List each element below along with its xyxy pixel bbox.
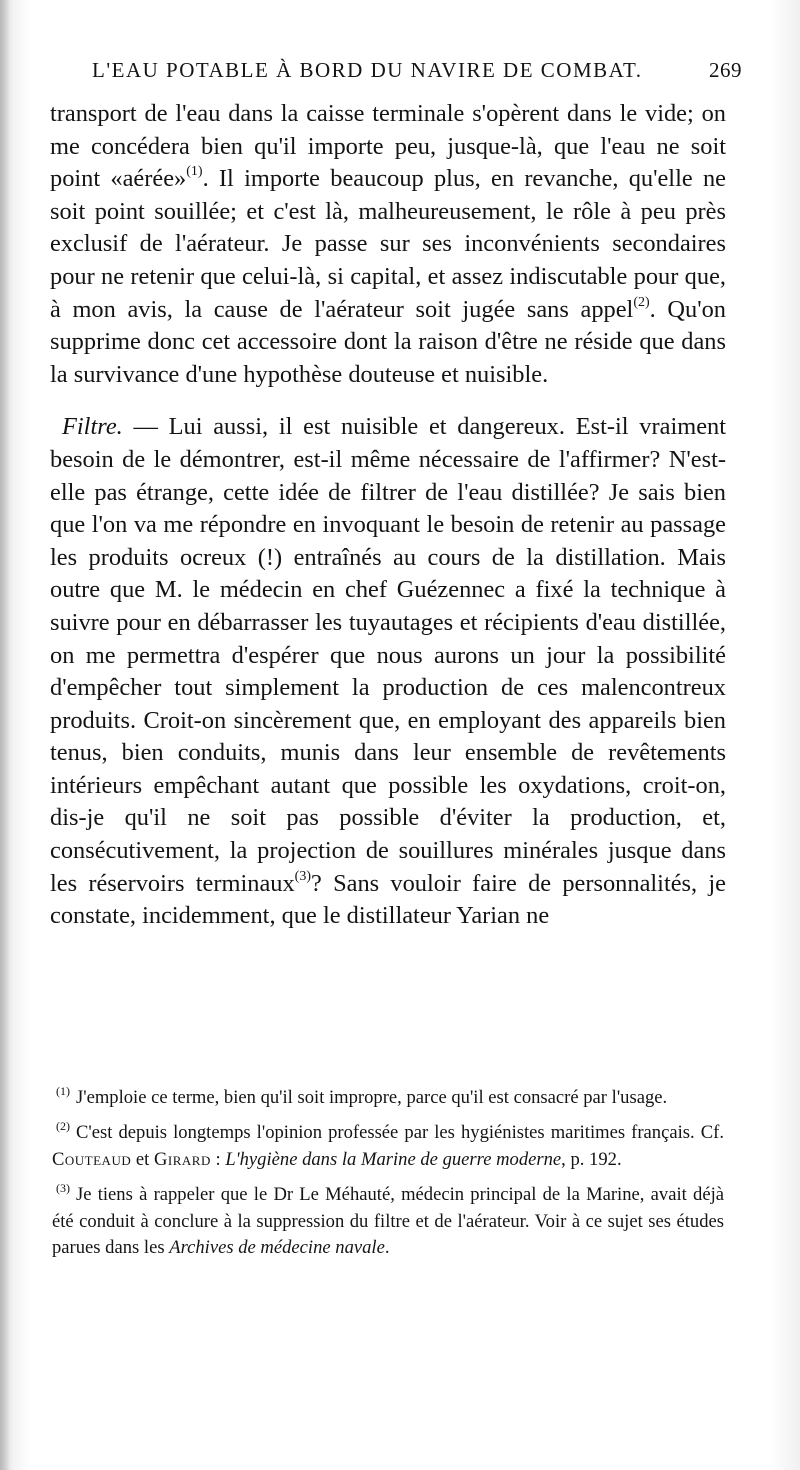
footnote-number: (2) xyxy=(56,1119,70,1134)
running-head xyxy=(92,58,742,88)
paragraph-text: ? Sans vouloir faire de personnalités, je constate, incidemment, que le distillateur Yarian ne xyxy=(50,869,726,930)
footnotes xyxy=(52,1078,724,1263)
paragraph-aerateur xyxy=(50,98,726,391)
footnote-number: (3) xyxy=(56,1181,70,1196)
author-name: Couteaud xyxy=(52,1148,132,1170)
separator: : xyxy=(210,1148,226,1170)
footnote-1 xyxy=(52,1078,724,1111)
paragraph-text: . Il importe beaucoup plus, en revanche, qu'elle ne soit point souillée; et c'est là, malheureusement, le rôle à peu près exclusif de l'aérateur. Je passe sur ses inconvénients secondaires pour ne retenir que celui-là, si capital, et assez indiscutable pour que, à mon avis, la cause de l'aérateur soit jugée sans appel xyxy=(50,165,726,323)
footnote-number: (1) xyxy=(56,1084,70,1098)
footnote-text: , p. 192. xyxy=(561,1148,622,1170)
footnote-3 xyxy=(52,1175,724,1261)
footnote-ref-2: (2) xyxy=(633,294,650,310)
section-label-filtre: Filtre. xyxy=(62,413,123,441)
running-title: L'EAU POTABLE À BORD DU NAVIRE DE COMBAT. xyxy=(92,58,643,82)
journal-title: Archives de médecine navale xyxy=(169,1237,385,1259)
paragraph-text: — Lui aussi, il est nuisible et dangereux. Est-il vraiment besoin de le démontrer, est-il même nécessaire de l'affirmer? N'est-elle pas étrange, cette idée de filtrer de l'eau distillée? Je sais bien que l'on va me répondre en invoquant le besoin de retenir au passage les produits ocreux (!) entraînés au cours de la distillation. Mais outre que M. le médecin en chef Guézennec a fixé la technique à suivre pour en débarrasser les tuyautages et récipients d'eau distillée, on me permettra d'espérer que nous aurons un jour la possibilité d'empêcher tout simplement la production de ces malencontreux produits. Croit-on sincèrement que, en employant des appareils bien tenus, bien conduits, munis dans leur ensemble de revêtements intérieurs empêchant autant que possible les oxydations, croit-on, dis-je qu'il ne soit pas possible d'éviter la production, et, consécutivement, la projection de souillures minérales jusque dans les réservoirs terminaux xyxy=(50,413,726,897)
book-title: L'hygiène dans la Marine de guerre moderne xyxy=(225,1148,562,1170)
paragraph-text: . Qu'on supprime donc cet accessoire dont la raison d'être ne réside que dans la survivance d'une hypothèse douteuse et nuisible. xyxy=(50,295,726,388)
footnote-ref-3: (3) xyxy=(294,868,311,884)
paragraph-filtre xyxy=(50,411,726,933)
footnote-text: Je tiens à rappeler que le Dr Le Méhauté, médecin principal de la Marine, avait déjà été conduit à conclure à la suppression du filtre et de l'aérateur. Voir à ce sujet ses études parues dans les xyxy=(52,1184,724,1259)
footnote-text: C'est depuis longtemps l'opinion professée par les hygiénistes maritimes français. Cf. xyxy=(76,1122,724,1144)
conjunction: et xyxy=(131,1148,154,1170)
footnote-2 xyxy=(52,1113,724,1173)
footnote-text: J'emploie ce terme, bien qu'il soit impropre, parce qu'il est consacré par l'usage. xyxy=(76,1087,668,1108)
page-edge-shadow xyxy=(0,0,10,1470)
body-text xyxy=(50,98,726,933)
paragraph-text: transport de l'eau dans la caisse terminale s'opèrent dans le vide; on me concédera bien qu'il importe peu, jusque-là, que l'eau ne soit point «aérée» xyxy=(50,100,726,193)
footnote-ref-1: (1) xyxy=(186,164,203,180)
page-number: 269 xyxy=(709,58,742,82)
author-name: Girard xyxy=(153,1148,211,1170)
footnote-text: . xyxy=(384,1237,390,1259)
